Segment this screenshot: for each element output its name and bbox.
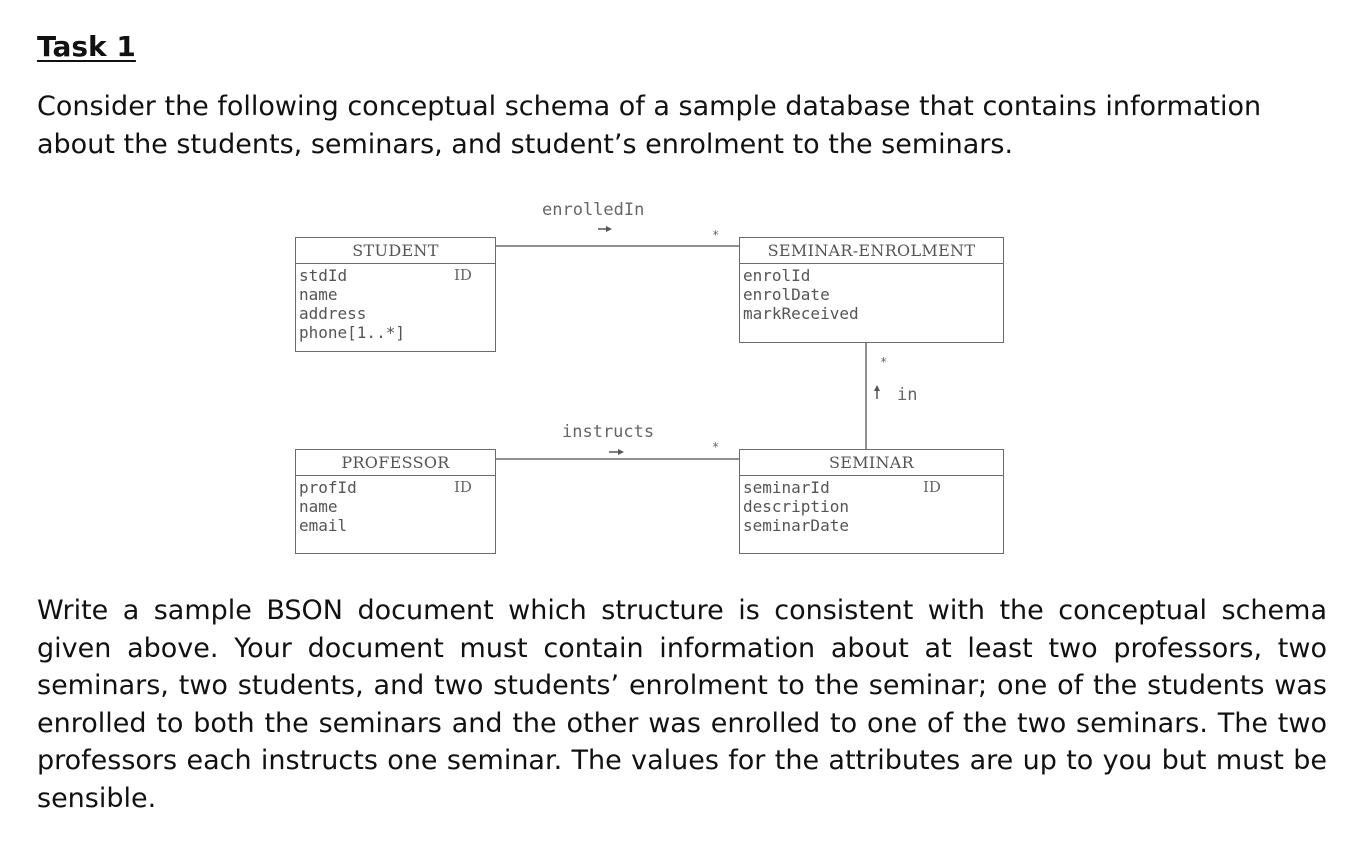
professor-attributes <box>296 476 495 535</box>
in-multiplicity: * <box>880 355 888 369</box>
student-entity <box>295 237 496 352</box>
enrolment-attr-enrolid: enrolId <box>743 266 811 285</box>
seminar-attr-seminarid: seminarId <box>743 478 830 497</box>
professor-entity <box>295 449 496 554</box>
professor-attr-profid: profId <box>299 478 357 497</box>
student-attributes <box>296 264 495 342</box>
professor-id-marker: ID <box>454 478 472 496</box>
instructs-label: instructs <box>562 422 655 442</box>
student-attr-name: name <box>299 285 338 304</box>
student-attr-stdid: stdId <box>299 266 348 285</box>
instructs-arrow-icon <box>609 449 624 455</box>
in-label: in <box>897 385 918 405</box>
seminar-attributes <box>740 476 1003 535</box>
professor-attr-email: email <box>299 516 348 535</box>
seminar-enrolment-entity-name: SEMINAR-ENROLMENT <box>740 238 1003 264</box>
enrolled-in-arrow-icon <box>598 226 612 232</box>
enrolment-attr-markreceived: markReceived <box>743 304 859 323</box>
intro-paragraph: Consider the following conceptual schema of a sample database that contains information about the students, seminars, and student’s enrolment to the seminars. <box>37 91 1262 160</box>
student-attr-address: address <box>299 304 367 323</box>
professor-attr-name: name <box>299 497 338 516</box>
seminar-entity <box>739 449 1004 554</box>
seminar-attr-description: description <box>743 497 849 516</box>
enrolled-in-multiplicity: * <box>712 228 720 242</box>
student-entity-name: STUDENT <box>296 238 495 264</box>
seminar-attr-seminardate: seminarDate <box>743 516 849 535</box>
instructs-multiplicity: * <box>712 440 720 454</box>
professor-entity-name: PROFESSOR <box>296 450 495 476</box>
task-paragraph: Write a sample BSON document which structure is consistent with the conceptual schema given above. Your document must contain information about at least two professors, two seminars, two students, and two students’ enrolment to the seminar; one of the students was enrolled to both the seminars and the other was enrolled to one of the two seminars. The two professors each instructs one seminar. The values for the attributes are up to you but must be sensible. <box>37 595 1327 814</box>
seminar-enrolment-attributes <box>740 264 1003 323</box>
seminar-id-marker: ID <box>923 478 941 496</box>
student-id-marker: ID <box>454 266 472 284</box>
enrolled-in-label: enrolledIn <box>542 200 645 220</box>
enrolment-attr-enroldate: enrolDate <box>743 285 830 304</box>
seminar-enrolment-entity <box>739 237 1004 343</box>
task-heading: Task 1 <box>37 30 136 63</box>
student-attr-phone: phone[1..*] <box>299 323 405 342</box>
seminar-entity-name: SEMINAR <box>740 450 1003 476</box>
in-arrow-icon <box>874 385 880 399</box>
